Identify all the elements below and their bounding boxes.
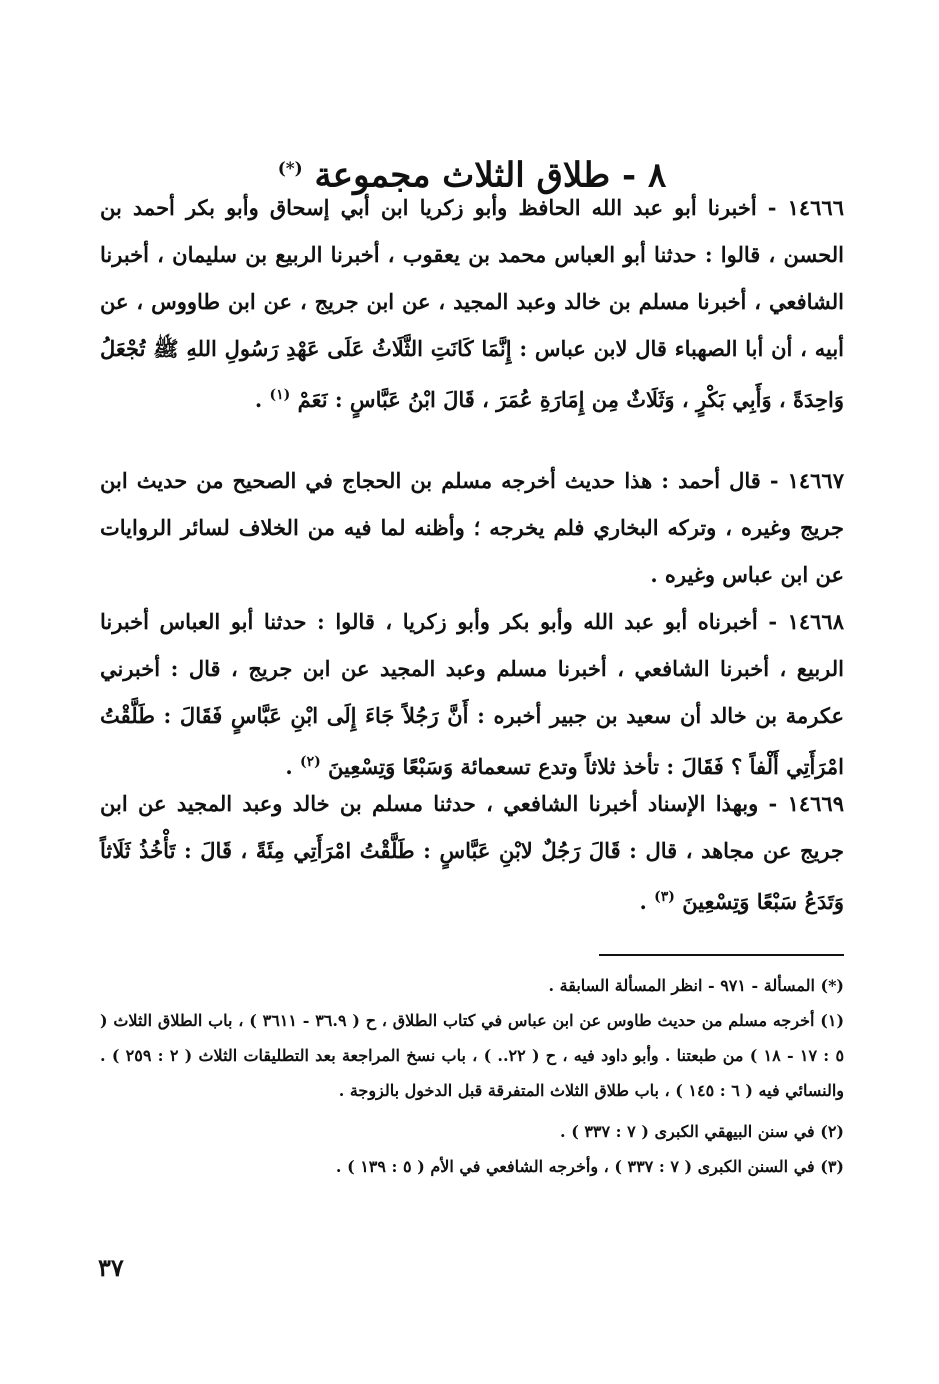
footnote-divider (599, 954, 844, 956)
hadith-paragraph-14666 (100, 184, 844, 423)
footnote-3: (٣) في السنن الكبرى ( ٧ : ٣٣٧ ) ، وأخرجه الشافعي في الأم ( ٥ : ١٣٩ ) . (335, 1157, 844, 1176)
chapter-title-marker: (*) (277, 158, 303, 179)
footnotes (100, 968, 844, 1184)
hadith-paragraph-14669 (100, 780, 844, 925)
paragraph-end: . (639, 889, 655, 914)
paragraph-end: . (254, 387, 270, 412)
paragraph-text: ١٤٦٦٧ - قال أحمد : هذا حديث أخرجه مسلم بن الحجاج في الصحيح من حديث ابن جريج وغيره ، وتركه البخاري فلم يخرجه ؛ وأظنه لما فيه من الخلاف لسائر الروايات عن ابن عباس وغيره . (100, 468, 844, 587)
footnote-1: (١) أخرجه مسلم من حديث طاوس عن ابن عباس في كتاب الطلاق ، ح ( ٣٦.٩ - ٣٦١١ ) ، باب الطلاق الثلاث ( ٥ : ١٧ - ١٨ ) من طبعتنا . وأبو داود فيه ، ح ( ٢٢.. ) ، باب نسخ المراجعة بعد التطليقات الثلاث ( ٢ : ٢٥٩ ) . والنسائي فيه ( ٦ : ١٤٥ ) ، باب طلاق الثلاث المتفرقة قبل الدخول بالزوجة . (100, 1011, 845, 1100)
footnote-ref: (٣) (654, 889, 675, 905)
footnote-ref: (٢) (299, 754, 321, 770)
page-number: ٣٧ (98, 1253, 124, 1282)
footnote-2: (٢) في سنن البيهقي الكبرى ( ٧ : ٣٣٧ ) . (560, 1122, 844, 1141)
paragraph-end: . (285, 754, 300, 779)
paragraph-text: ١٤٦٦٩ - وبهذا الإسناد أخبرنا الشافعي ، حدثنا مسلم بن خالد وعبد المجيد عن ابن جريج عن مجاهد ، قال : قَالَ رَجُلٌ لابْنِ عَبَّاسٍ : طَلَّقْتُ امْرَأَتِي مِئَةً ، قَالَ : تَأْخُذُ ثَلَاثاً وَتَدَعُ سَبْعًا وَتِسْعِينَ (100, 791, 844, 914)
hadith-paragraph-14667 (100, 457, 844, 598)
paragraph-text: ١٤٦٦٨ - أخبرناه أبو عبد الله وأبو بكر وأبو زكريا ، قالوا : حدثنا أبو العباس أخبرنا الربيع ، أخبرنا الشافعي ، أخبرنا مسلم وعبد المجيد عن ابن جريج ، قال : أخبرني عكرمة بن خالد أن سعيد بن جبير أخبره : أَنَّ رَجُلاً جَاءَ إِلَى ابْنِ عَبَّاسٍ فَقَالَ : طَلَّقْتُ امْرَأَتِي أَلْفاً ؟ فَقَالَ : تأخذ ثلاثاً وتدع تسعمائة وَسَبْعًا وَتِسْعِينَ (100, 609, 844, 779)
paragraph-text: ١٤٦٦٦ - أخبرنا أبو عبد الله الحافظ وأبو زكريا ابن أبي إسحاق وأبو بكر أحمد بن الحسن ، قالوا : حدثنا أبو العباس محمد بن يعقوب ، أخبرنا الربيع بن سليمان ، أخبرنا الشافعي ، أخبرنا مسلم بن خالد وعبد المجيد ، عن ابن جريج ، عن ابن طاووس ، عن أبيه ، أن أبا الصهباء قال لابن عباس : إِنَّمَا كَانَتِ الثَّلَاثُ عَلَى عَهْدِ رَسُولِ اللهِ ﷺ تُجْعَلُ وَاحِدَةً ، وَأَبِي بَكْرٍ ، وَثَلَاثٌ مِن إِمَارَةِ عُمَرَ ، قَالَ ابْنُ عَبَّاسٍ : نَعَمْ (100, 195, 844, 412)
footnote-star: (*) المسألة - ٩٧١ - انظر المسألة السابقة . (548, 976, 844, 995)
chapter-title-text: ٨ - طلاق الثلاث مجموعة (314, 155, 667, 196)
hadith-paragraph-14668 (100, 598, 844, 790)
footnote-ref: (١) (269, 387, 291, 403)
